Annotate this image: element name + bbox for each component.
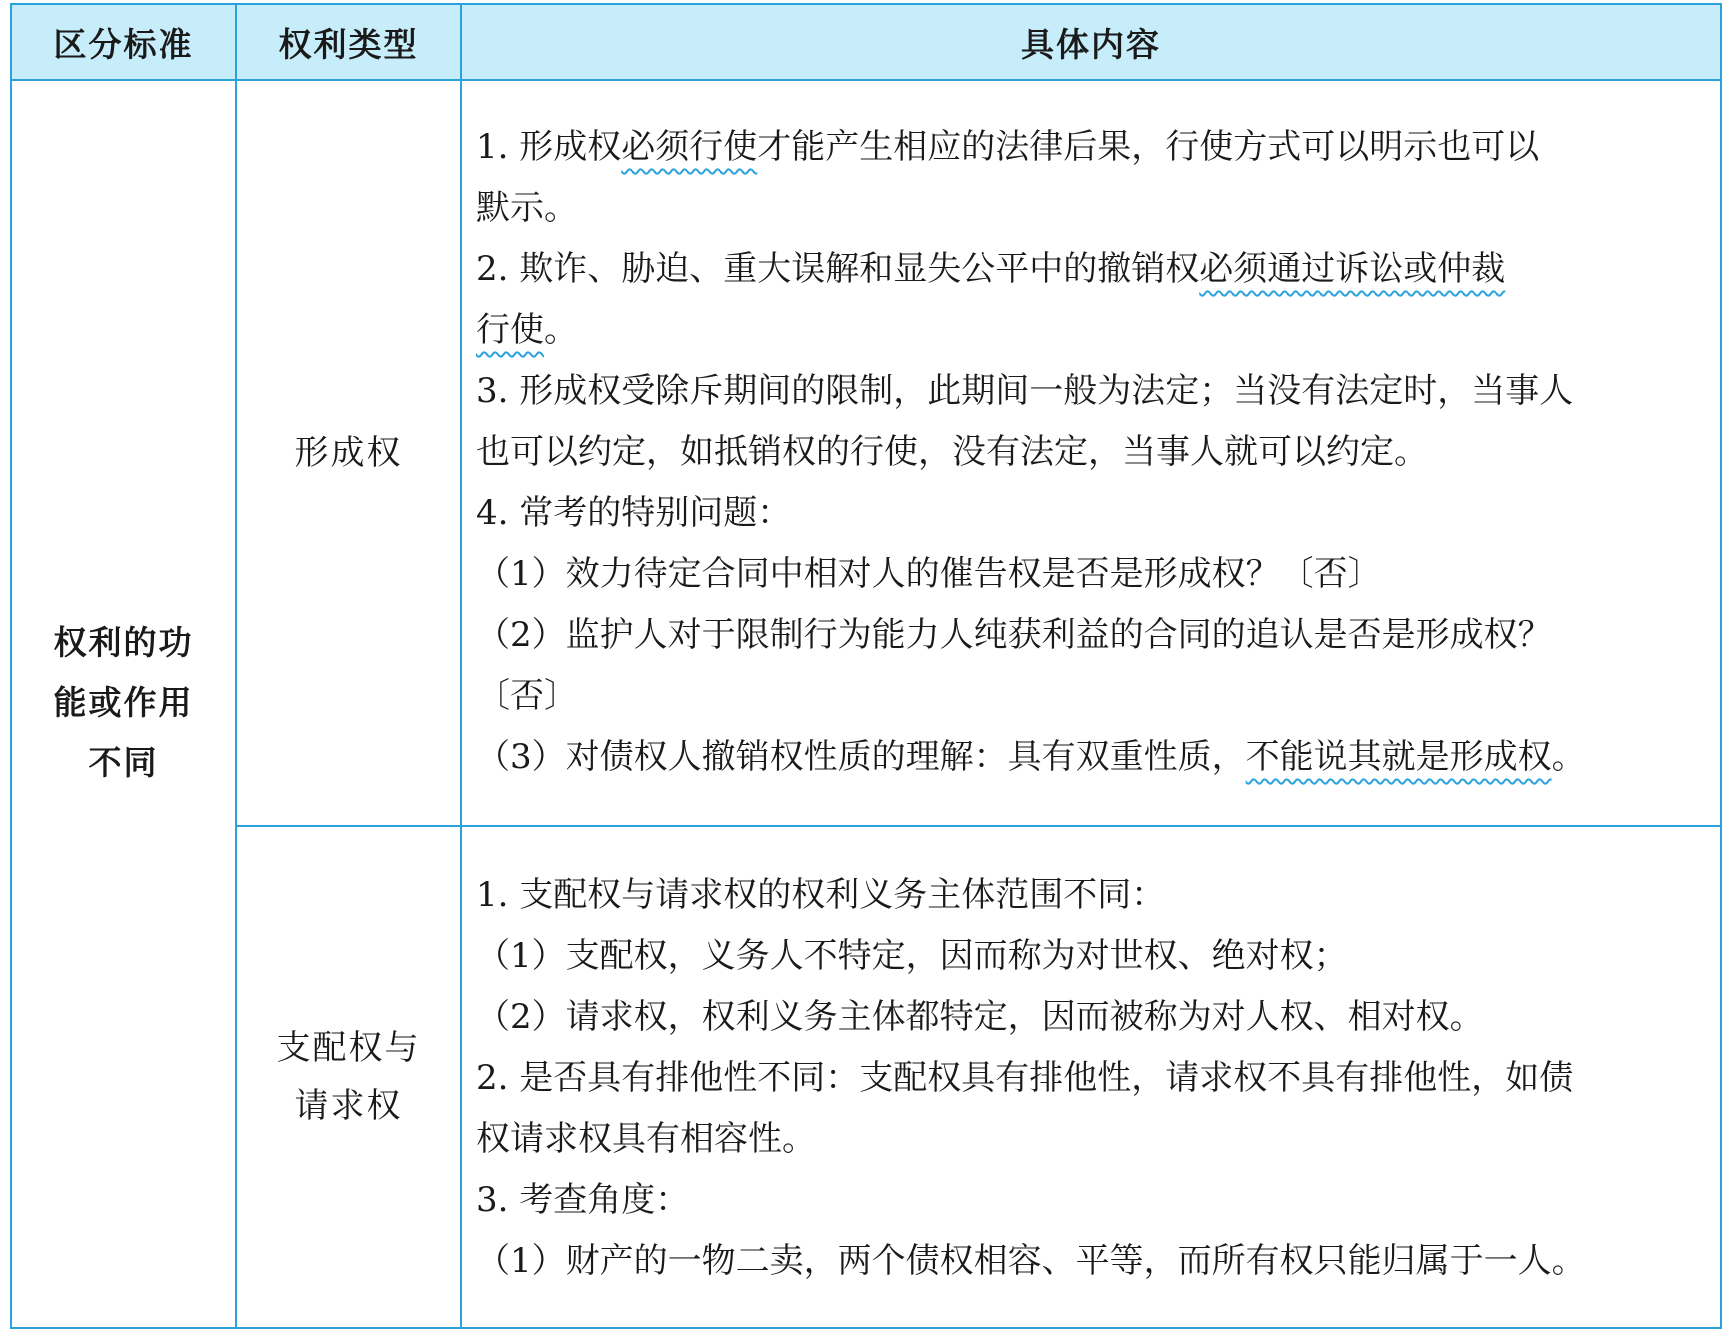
rights-table [10,3,1722,1329]
category-line: 权利的功 [53,623,194,662]
content-line: 行使。 [476,310,578,350]
content-cell-formation-right [476,117,1712,788]
content-line: （1）财产的一物二卖，两个债权相容、平等，而所有权只能归属于一人。 [476,1241,1586,1281]
content-line: 3. 形成权受除斥期间的限制，此期间一般为法定；当没有法定时，当事人 [476,371,1574,411]
type-label: 形成权 [294,433,403,473]
type-label: 请求权 [294,1086,403,1126]
content-line: 也可以约定，如抵销权的行使，没有法定，当事人就可以约定。 [476,432,1428,472]
emphasis-text: 不能说其就是形成权 [1245,737,1552,777]
header-right-type: 权利类型 [278,24,419,64]
type-cell-dominion-claim-right [237,827,460,1327]
emphasis-text: 行使 [476,310,544,350]
content-line: 〔否〕 [476,676,578,716]
category-line: 不同 [88,743,159,782]
emphasis-text: 必须行使 [621,127,758,167]
content-line: （2）监护人对于限制行为能力人纯获利益的合同的追认是否是形成权？ [476,615,1552,655]
header-criteria: 区分标准 [53,24,194,64]
emphasis-text: 必须通过诉讼或仲裁 [1199,249,1506,289]
content-line: 1. 支配权与请求权的权利义务主体范围不同： [476,875,1166,915]
content-line: 权请求权具有相容性。 [476,1119,816,1159]
type-label: 支配权与 [276,1028,421,1068]
content-line: 1. 形成权必须行使才能产生相应的法律后果，行使方式可以明示也可以 [476,127,1540,167]
header-content: 具体内容 [1021,24,1161,64]
content-cell-dominion-claim-right [476,865,1712,1292]
content-line: 2. 是否具有排他性不同：支配权具有排他性，请求权不具有排他性，如债 [476,1058,1574,1098]
content-line: （1）效力待定合同中相对人的催告权是否是形成权？〔否〕 [476,554,1382,594]
content-line: （2）请求权，权利义务主体都特定，因而被称为对人权、相对权。 [476,997,1484,1037]
category-line: 能或作用 [53,683,194,722]
category-cell [12,79,235,1327]
content-line: （1）支配权，义务人不特定，因而称为对世权、绝对权； [476,936,1348,976]
content-line: 4. 常考的特别问题： [476,493,792,533]
content-line: 默示。 [476,188,578,228]
type-cell-formation-right [237,81,460,825]
content-line: 2. 欺诈、胁迫、重大误解和显失公平中的撤销权必须通过诉讼或仲裁 [476,249,1506,289]
content-line: （3）对债权人撤销权性质的理解：具有双重性质，不能说其就是形成权。 [476,737,1586,777]
content-line: 3. 考查角度： [476,1180,690,1220]
column-divider [460,5,462,1327]
